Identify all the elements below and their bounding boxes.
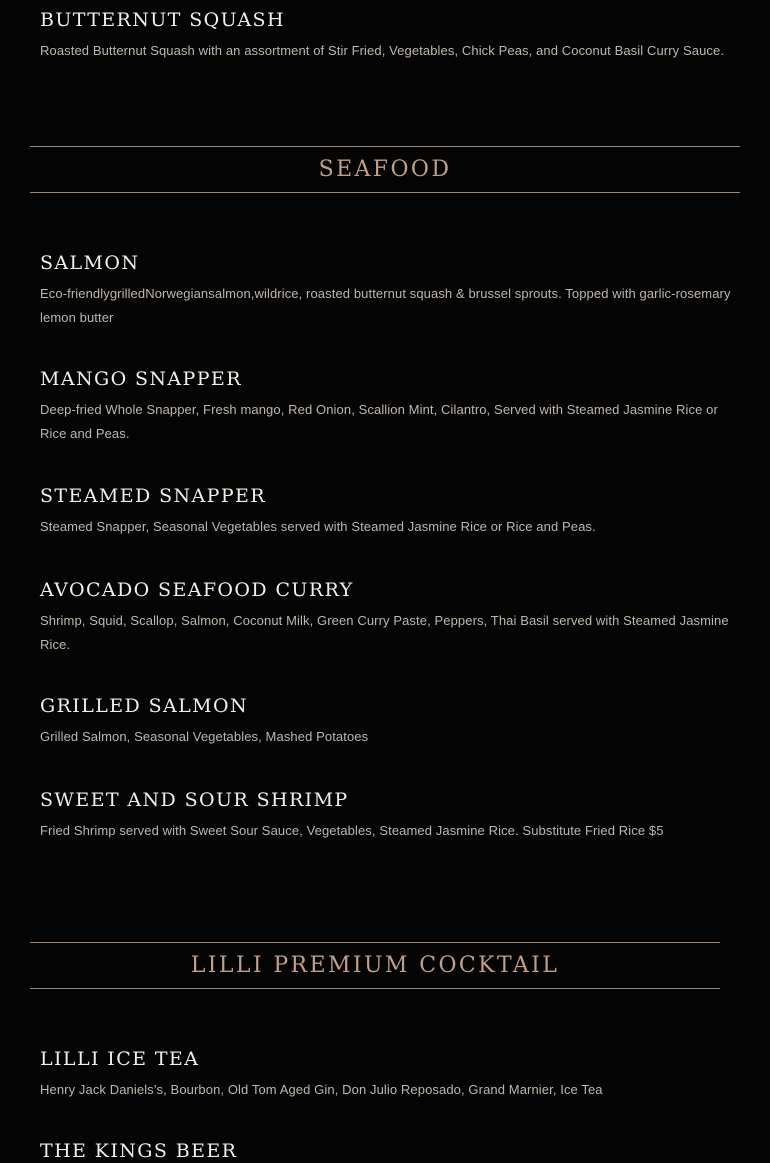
section-header-cocktail xyxy=(30,942,720,989)
menu-item-description: Eco-friendlygrilledNorwegiansalmon,wildrice, roasted butternut squash & brussel sprouts. Topped with garlic-rosemary lemon butter xyxy=(40,286,731,325)
section-header-seafood xyxy=(30,146,740,193)
menu-item-avocado-seafood-curry xyxy=(40,578,740,656)
menu-item-title: THE KINGS BEER xyxy=(40,1140,238,1162)
menu-item-title: AVOCADO SEAFOOD CURRY xyxy=(40,579,354,601)
menu-item-description: Deep-fried Whole Snapper, Fresh mango, Red Onion, Scallion Mint, Cilantro, Served with Steamed Jasmine Rice or Rice and Peas. xyxy=(40,402,718,441)
menu-item-lilli-ice-tea xyxy=(40,1047,740,1102)
menu-item-description: Roasted Butternut Squash with an assortment of Stir Fried, Vegetables, Chick Peas, and Coconut Basil Curry Sauce. xyxy=(40,43,725,58)
menu-item-description: Grilled Salmon, Seasonal Vegetables, Mashed Potatoes xyxy=(40,729,369,744)
menu-item-description: Fried Shrimp served with Sweet Sour Sauce, Vegetables, Steamed Jasmine Rice. Substitute Fried Rice $5 xyxy=(40,823,664,838)
menu-item-title: BUTTERNUT SQUASH xyxy=(40,9,285,31)
menu-item-title: LILLI ICE TEA xyxy=(40,1048,200,1070)
menu-item-grilled-salmon xyxy=(40,694,740,749)
menu-item-mango-snapper xyxy=(40,367,740,445)
menu-item-salmon xyxy=(40,251,740,329)
menu-item-sweet-and-sour-shrimp xyxy=(40,788,740,843)
menu-item-the-kings-beer xyxy=(40,1139,740,1163)
menu-item-title: GRILLED SALMON xyxy=(40,695,248,717)
menu-item-steamed-snapper xyxy=(40,484,740,539)
menu-item-description: Steamed Snapper, Seasonal Vegetables served with Steamed Jasmine Rice or Rice and Peas. xyxy=(40,519,596,534)
menu-item-title: MANGO SNAPPER xyxy=(40,368,242,390)
menu-item-title: STEAMED SNAPPER xyxy=(40,485,266,507)
section-title: SEAFOOD xyxy=(318,157,452,182)
menu-item-butternut-squash xyxy=(40,8,740,63)
menu-item-title: SALMON xyxy=(40,252,140,274)
menu-item-title: SWEET AND SOUR SHRIMP xyxy=(40,789,349,811)
section-title: LILLI PREMIUM COCKTAIL xyxy=(190,953,560,978)
menu-item-description: Henry Jack Daniels’s, Bourbon, Old Tom Aged Gin, Don Julio Reposado, Grand Marnier, Ice Tea xyxy=(40,1082,603,1097)
menu-item-description: Shrimp, Squid, Scallop, Salmon, Coconut Milk, Green Curry Paste, Peppers, Thai Basil served with Steamed Jasmine Rice. xyxy=(40,613,729,652)
